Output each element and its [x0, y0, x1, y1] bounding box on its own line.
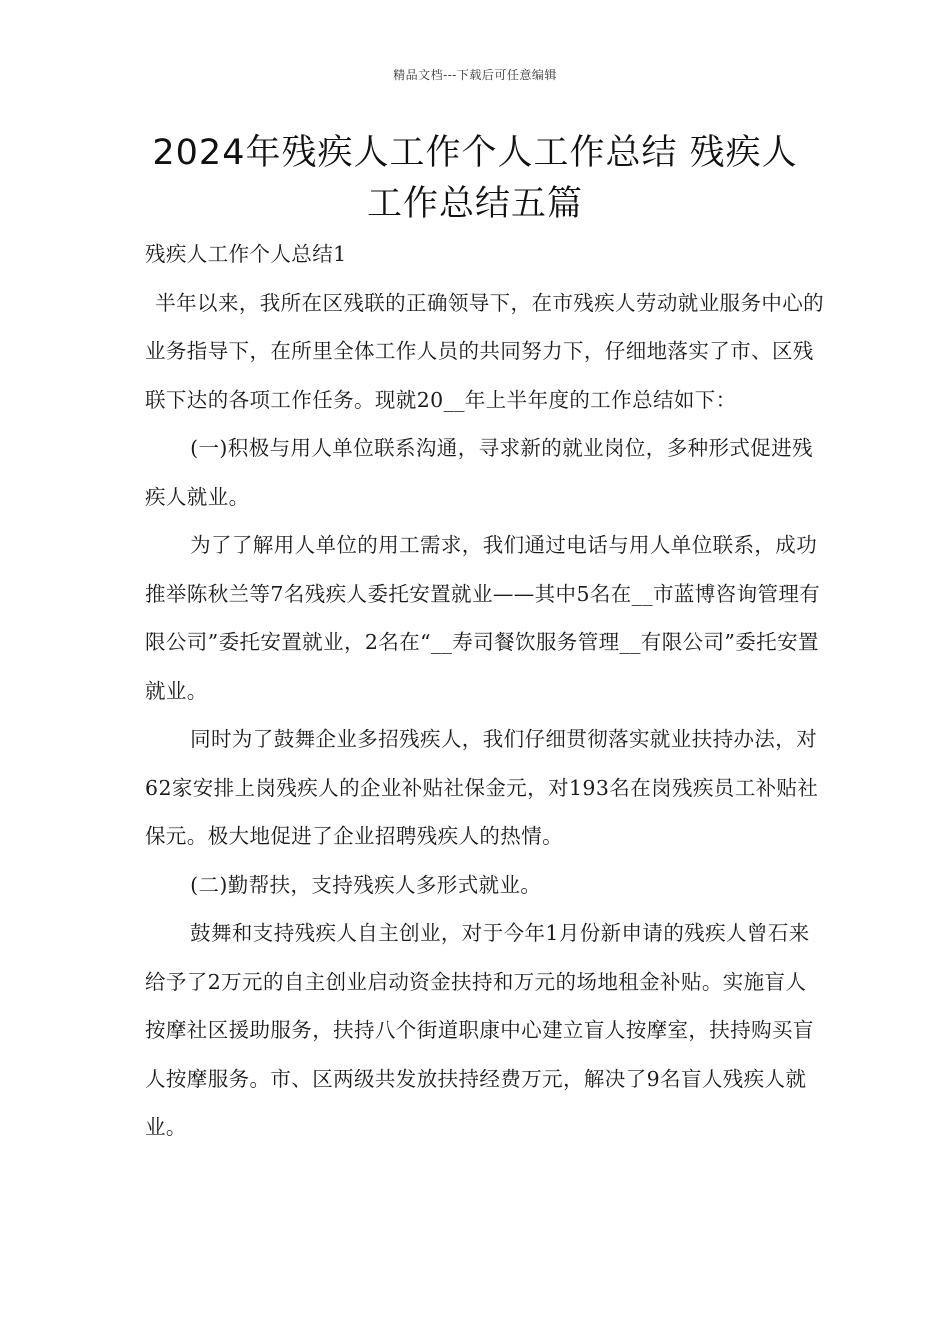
document-body	[145, 230, 825, 1152]
paragraph-subsidy: 同时为了鼓舞企业多招残疾人，我们仔细贯彻落实就业扶持办法，对62家安排上岗残疾人的企业补贴社保金元，对193名在岗残疾员工补贴社保元。极大地促进了企业招聘残疾人的热情。	[145, 727, 819, 848]
paragraph-subheading-1: (一)积极与用人单位联系沟通，寻求新的就业岗位，多种形式促进残疾人就业。	[145, 436, 813, 509]
paragraph-intro: 半年以来，我所在区残联的正确领导下，在市残疾人劳动就业服务中心的业务指导下，在所里全体工作人员的共同努力下，仔细地落实了市、区残联下达的各项工作任务。现就20__年上半年度的工作总结如下：	[145, 290, 825, 412]
paragraph-employer-contact: 为了了解用人单位的用工需求，我们通过电话与用人单位联系，成功推举陈秋兰等7名残疾人委托安置就业——其中5名在__市蓝博咨询管理有限公司”委托安置就业，2名在“__寿司餐饮服务管理__有限公司”委托安置就业。	[145, 533, 821, 703]
paragraph-subheading-2: (二)勤帮扶，支持残疾人多形式就业。	[190, 872, 542, 897]
document-title: 2024年残疾人工作个人工作总结 残疾人工作总结五篇	[152, 133, 798, 224]
header-note: 精品文档---下载后可任意编辑	[393, 68, 557, 82]
paragraph-self-employment: 鼓舞和支持残疾人自主创业，对于今年1月份新申请的残疾人曾石来给予了2万元的自主创业启动资金扶持和万元的场地租金补贴。实施盲人按摩社区援助服务，扶持八个街道职康中心建立盲人按摩室，扶持购买盲人按摩服务。市、区两级共发放扶持经费万元，解决了9名盲人残疾人就业。	[145, 921, 814, 1139]
section-heading: 残疾人工作个人总结1	[145, 242, 347, 266]
